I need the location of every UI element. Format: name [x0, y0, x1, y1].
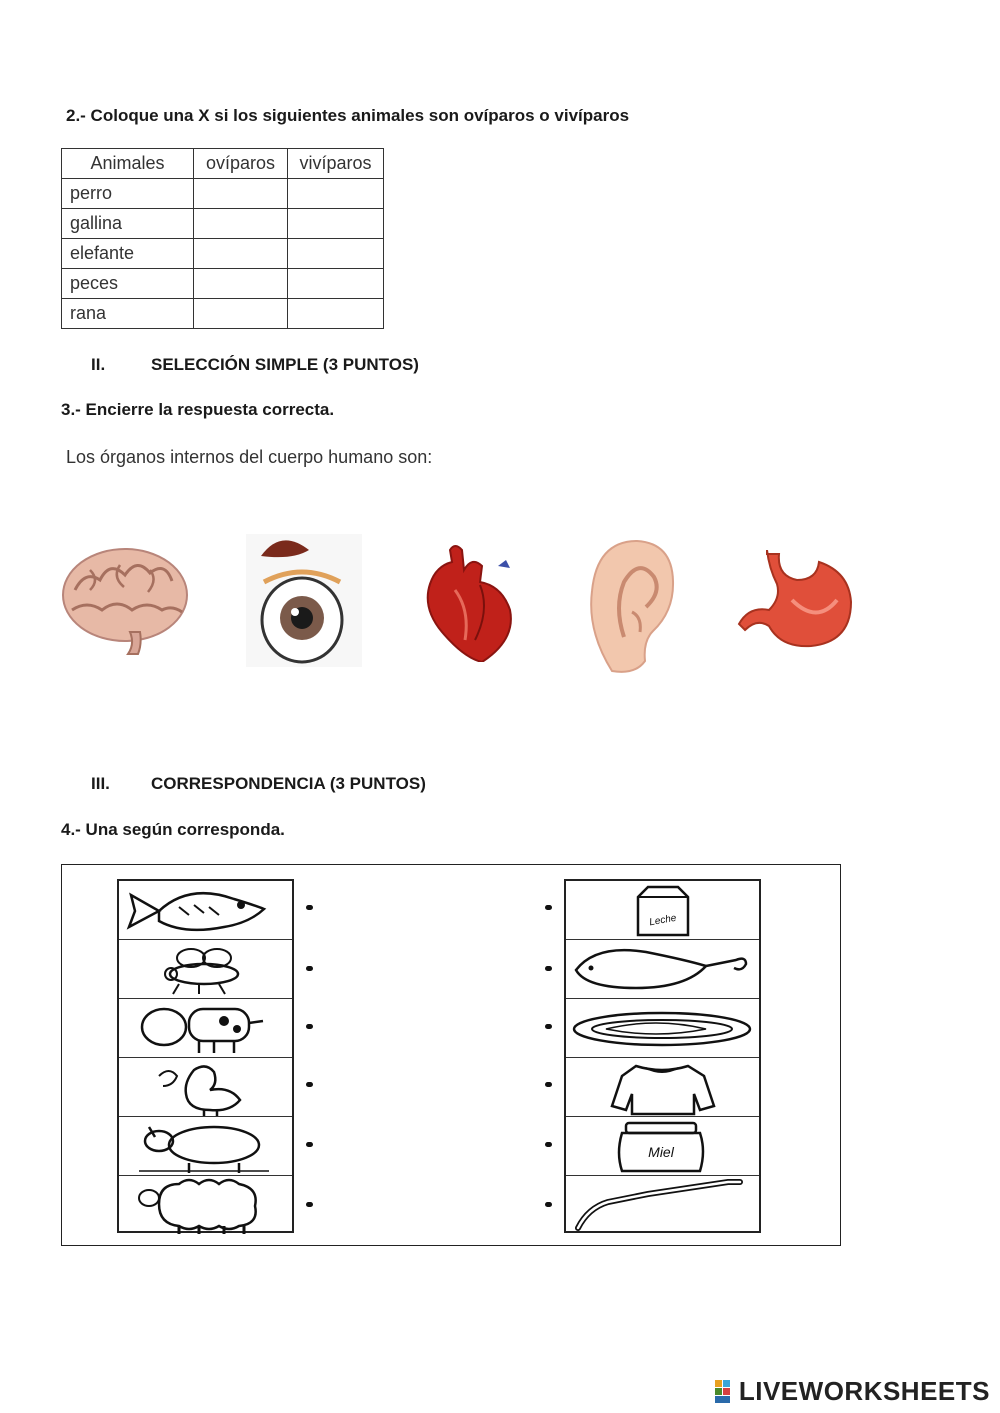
header-animales: Animales — [62, 149, 194, 179]
milk-carton-icon — [566, 881, 759, 939]
right-dot[interactable] — [545, 905, 552, 910]
animal-name: perro — [62, 179, 194, 209]
oviparos-cell[interactable] — [194, 269, 288, 299]
table-header-row — [62, 149, 384, 179]
oviparos-cell[interactable] — [194, 209, 288, 239]
section2-numeral: II. — [91, 355, 106, 374]
left-image-column — [117, 879, 294, 1233]
header-viviparos: vivíparos — [288, 149, 384, 179]
viviparos-cell[interactable] — [288, 179, 384, 209]
right-image-column — [564, 879, 761, 1233]
roast-chicken-icon — [566, 940, 759, 998]
sausages-icon — [566, 1176, 759, 1234]
chicken-icon — [119, 1058, 292, 1116]
q4-title: 4.- Una según corresponda. — [61, 820, 285, 839]
q3-prompt: Los órganos internos del cuerpo humano son: — [66, 447, 433, 467]
table-row — [62, 209, 384, 239]
left-dot[interactable] — [306, 1082, 313, 1087]
heart-icon[interactable] — [420, 540, 522, 662]
liveworksheets-icon — [715, 1380, 739, 1404]
fly-icon — [119, 940, 292, 998]
right-cell-roast-chicken — [566, 940, 759, 999]
right-cell-honey — [566, 1117, 759, 1176]
left-dot[interactable] — [306, 1024, 313, 1029]
right-dot[interactable] — [545, 1082, 552, 1087]
brain-icon[interactable] — [60, 540, 195, 655]
liveworksheets-logo — [715, 1376, 990, 1407]
header-oviparos: ovíparos — [194, 149, 288, 179]
left-dot[interactable] — [306, 1202, 313, 1207]
oviparos-cell[interactable] — [194, 239, 288, 269]
table-row — [62, 299, 384, 329]
viviparos-cell[interactable] — [288, 299, 384, 329]
right-cell-sausages — [566, 1176, 759, 1235]
q3-title: 3.- Encierre la respuesta correcta. — [61, 400, 335, 419]
left-cell-chicken — [119, 1058, 292, 1117]
table-row — [62, 269, 384, 299]
left-cell-sheep — [119, 1176, 292, 1235]
liveworksheets-text: LIVEWORKSHEETS — [738, 1376, 990, 1406]
animal-name: gallina — [62, 209, 194, 239]
eye-icon[interactable] — [246, 534, 362, 667]
honey-jar-icon — [566, 1117, 759, 1175]
viviparos-cell[interactable] — [288, 239, 384, 269]
right-dot[interactable] — [545, 1024, 552, 1029]
right-cell-fish-plate — [566, 999, 759, 1058]
left-cell-fish — [119, 881, 292, 940]
section3-title: CORRESPONDENCIA (3 PUNTOS) — [151, 774, 426, 793]
right-cell-sweater — [566, 1058, 759, 1117]
fish-icon — [119, 881, 292, 939]
cow-icon — [119, 999, 292, 1057]
sheep-icon — [119, 1176, 292, 1234]
stomach-icon[interactable] — [737, 550, 859, 650]
right-cell-milk — [566, 881, 759, 940]
viviparos-cell[interactable] — [288, 209, 384, 239]
animal-name: elefante — [62, 239, 194, 269]
left-dot[interactable] — [306, 1142, 313, 1147]
right-dot[interactable] — [545, 1142, 552, 1147]
animal-name: peces — [62, 269, 194, 299]
table-row — [62, 239, 384, 269]
animal-name: rana — [62, 299, 194, 329]
left-dot[interactable] — [306, 905, 313, 910]
section3-numeral: III. — [91, 774, 110, 793]
oviparos-cell[interactable] — [194, 179, 288, 209]
honey-label: Miel — [648, 1144, 674, 1160]
right-dot[interactable] — [545, 1202, 552, 1207]
section2-title: SELECCIÓN SIMPLE (3 PUNTOS) — [151, 355, 419, 374]
viviparos-cell[interactable] — [288, 269, 384, 299]
q2-title: 2.- Coloque una X si los siguientes animales son ovíparos o vivíparos — [66, 106, 630, 125]
ear-icon[interactable] — [582, 537, 678, 677]
fish-plate-icon — [566, 999, 759, 1057]
right-dot[interactable] — [545, 966, 552, 971]
left-cell-cow — [119, 999, 292, 1058]
animals-table — [61, 148, 384, 329]
table-row — [62, 179, 384, 209]
left-cell-pig — [119, 1117, 292, 1176]
milk-label: Leche — [648, 912, 678, 929]
left-dot[interactable] — [306, 966, 313, 971]
sweater-icon — [566, 1058, 759, 1116]
left-cell-fly — [119, 940, 292, 999]
pig-icon — [119, 1117, 292, 1175]
oviparos-cell[interactable] — [194, 299, 288, 329]
matching-frame — [61, 864, 841, 1246]
